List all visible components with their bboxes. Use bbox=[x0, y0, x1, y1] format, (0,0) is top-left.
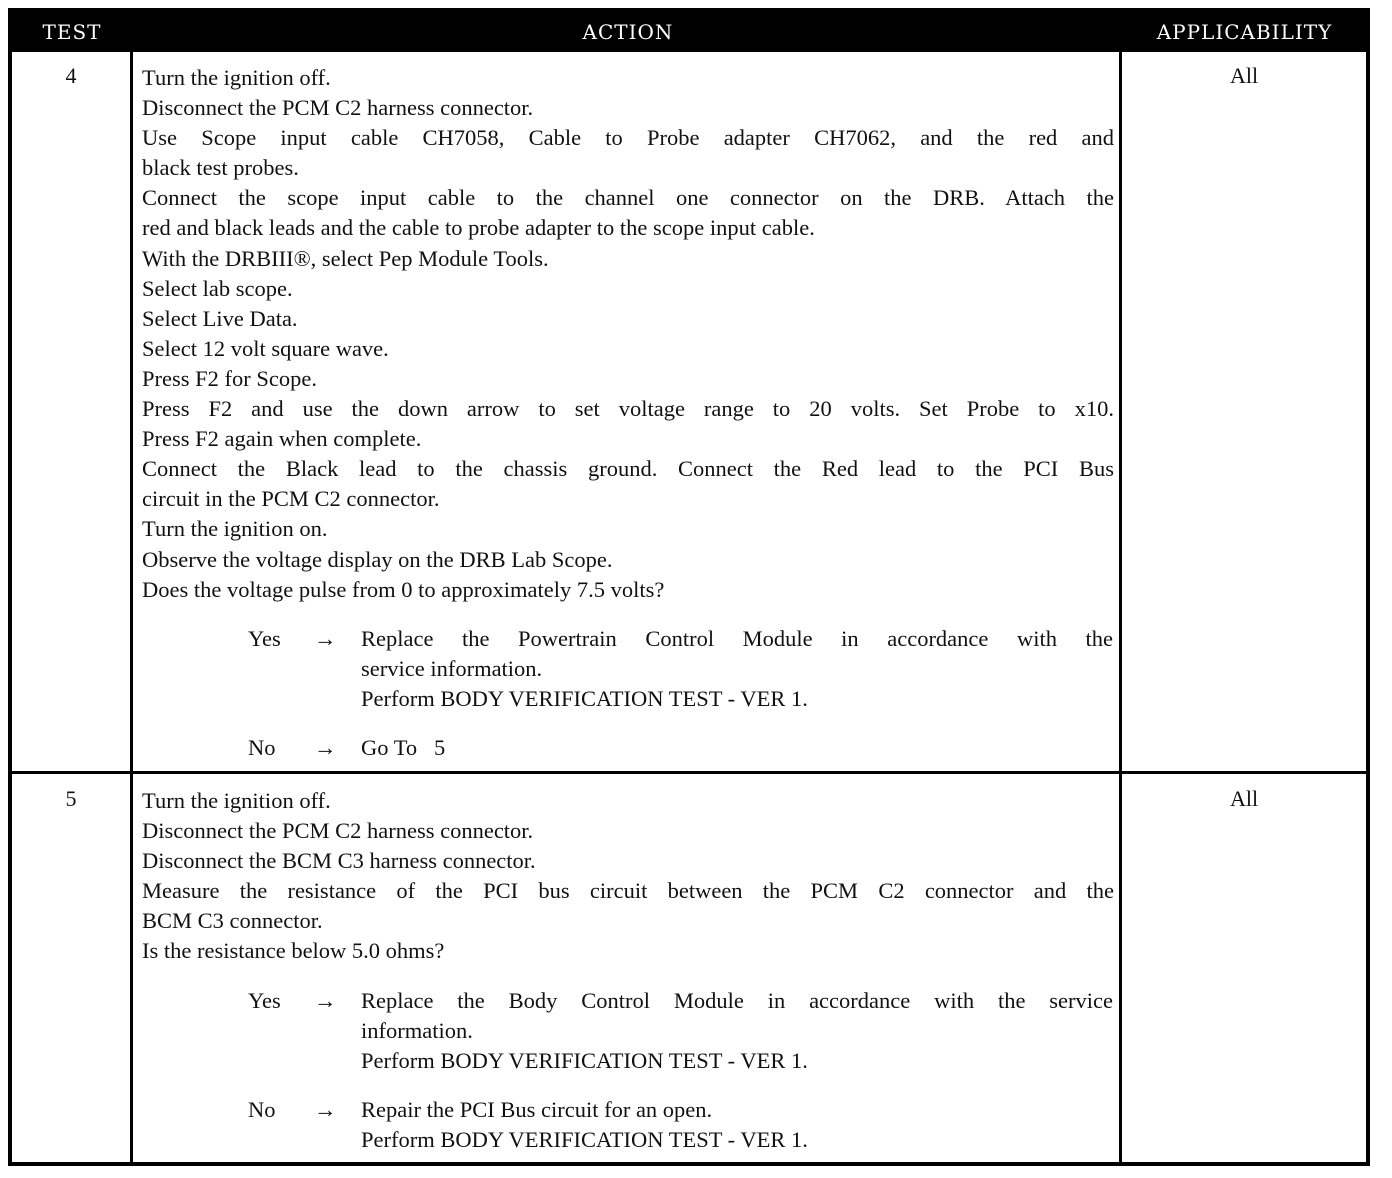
outcome-no bbox=[142, 1095, 1114, 1155]
result-line: Repair the PCI Bus circuit for an open. bbox=[361, 1096, 713, 1122]
step-line: Disconnect the PCM C2 harness connector. bbox=[142, 818, 534, 844]
step-line: Connect the scope input cable to the channel one connector on the DRB. Attach the bbox=[142, 185, 1114, 211]
step-line: Press F2 again when complete. bbox=[142, 426, 422, 452]
action-steps bbox=[142, 63, 1114, 605]
step-line: Press F2 for Scope. bbox=[142, 365, 317, 391]
result-line: Replace the Powertrain Control Module in accordance with the bbox=[361, 625, 1113, 651]
step-line: Select lab scope. bbox=[142, 275, 293, 301]
header-applicability: APPLICABILITY bbox=[1156, 20, 1333, 44]
result-line: information. bbox=[361, 1017, 473, 1043]
row-divider bbox=[12, 771, 1366, 774]
step-line: BCM C3 connector. bbox=[142, 908, 323, 934]
step-line: Measure the resistance of the PCI bus circuit between the PCM C2 connector and the bbox=[142, 878, 1114, 904]
step-line: Use Scope input cable CH7058, Cable to Probe adapter CH7062, and the red and bbox=[142, 125, 1114, 151]
header-test: TEST bbox=[42, 20, 102, 44]
outcome-no-label: No bbox=[248, 1096, 276, 1122]
step-line: Does the voltage pulse from 0 to approximately 7.5 volts? bbox=[142, 576, 665, 602]
outcome-yes-result bbox=[361, 986, 1113, 1076]
step-line: With the DRBIII®, select Pep Module Tools. bbox=[142, 245, 549, 271]
step-line: Turn the ignition on. bbox=[142, 516, 328, 542]
test-number-5: 5 bbox=[65, 786, 77, 811]
step-line: Turn the ignition off. bbox=[142, 788, 331, 813]
step-line: Select 12 volt square wave. bbox=[142, 335, 389, 361]
right-arrow-icon: → bbox=[314, 734, 337, 760]
outcome-yes-label: Yes bbox=[248, 625, 281, 651]
outcome-yes-label: Yes bbox=[248, 987, 281, 1013]
step-line: Observe the voltage display on the DRB Lab Scope. bbox=[142, 546, 613, 572]
result-line: Perform BODY VERIFICATION TEST - VER 1. bbox=[361, 1126, 808, 1152]
step-line: Press F2 and use the down arrow to set voltage range to 20 volts. Set Probe to x10. bbox=[142, 396, 1114, 422]
step-line: Turn the ignition off. bbox=[142, 65, 331, 90]
outcome-no bbox=[142, 733, 1114, 763]
step-line: circuit in the PCM C2 connector. bbox=[142, 486, 440, 512]
right-arrow-icon: → bbox=[314, 987, 337, 1013]
step-line: Connect the Black lead to the chassis ground. Connect the Red lead to the PCI Bus bbox=[142, 456, 1114, 482]
column-divider bbox=[1119, 52, 1122, 1166]
right-arrow-icon: → bbox=[314, 1096, 337, 1122]
outcome-no-result bbox=[361, 1095, 1113, 1155]
outcome-yes bbox=[142, 986, 1114, 1076]
column-divider bbox=[130, 52, 133, 1166]
diagnostic-test-table bbox=[8, 8, 1370, 1166]
table-header bbox=[12, 12, 1366, 52]
applicability-4: All bbox=[1229, 63, 1259, 88]
test-number-4: 4 bbox=[65, 63, 77, 88]
result-line: Perform BODY VERIFICATION TEST - VER 1. bbox=[361, 685, 808, 711]
result-line: Perform BODY VERIFICATION TEST - VER 1. bbox=[361, 1047, 808, 1073]
header-action: ACTION bbox=[582, 20, 674, 44]
result-line: Replace the Body Control Module in accordance with the service bbox=[361, 987, 1113, 1013]
outcome-no-label: No bbox=[248, 734, 276, 760]
step-line: Disconnect the BCM C3 harness connector. bbox=[142, 848, 536, 874]
outcome-yes bbox=[142, 624, 1114, 714]
step-line: red and black leads and the cable to probe adapter to the scope input cable. bbox=[142, 215, 815, 241]
step-line: black test probes. bbox=[142, 155, 299, 181]
action-cell-4 bbox=[142, 63, 1114, 763]
action-cell-5 bbox=[142, 786, 1114, 1155]
step-line: Select Live Data. bbox=[142, 305, 298, 331]
applicability-5: All bbox=[1229, 786, 1259, 811]
right-arrow-icon: → bbox=[314, 625, 337, 651]
result-line: Go To 5 bbox=[361, 734, 446, 760]
outcome-no-result bbox=[361, 733, 1113, 763]
outcome-yes-result bbox=[361, 624, 1113, 714]
step-line: Disconnect the PCM C2 harness connector. bbox=[142, 95, 534, 121]
action-steps bbox=[142, 786, 1114, 967]
result-line: service information. bbox=[361, 655, 543, 681]
step-line: Is the resistance below 5.0 ohms? bbox=[142, 938, 445, 964]
